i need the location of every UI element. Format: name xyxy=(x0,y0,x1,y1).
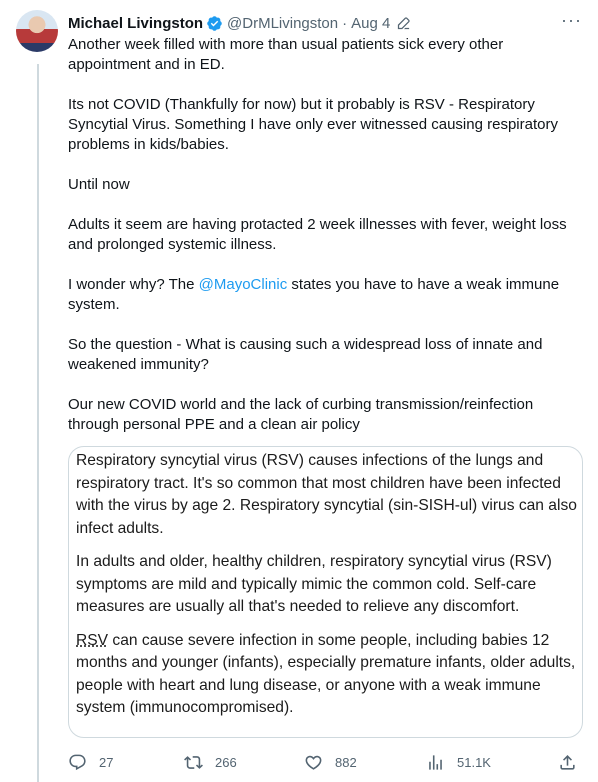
author-name[interactable]: Michael Livingston xyxy=(68,14,204,32)
thread-line xyxy=(37,64,39,782)
retweet-button[interactable] xyxy=(184,750,237,774)
mention-link[interactable]: @MayoClinic xyxy=(198,276,288,293)
retweet-count: 266 xyxy=(215,754,237,770)
views-count: 51.1K xyxy=(457,754,491,770)
rsv-abbreviation: RSV xyxy=(76,631,109,649)
tweet-paragraph: Adults it seem are having protacted 2 week illnesses with fever, weight loss and prolonged systemic illness. xyxy=(68,216,567,253)
tweet-paragraph: So the question - What is causing such a widespread loss of innate and weakened immunity? xyxy=(68,336,543,373)
share-button[interactable] xyxy=(558,750,577,774)
card-text xyxy=(76,450,581,731)
card-paragraph xyxy=(76,630,581,720)
tweet-paragraph-mention xyxy=(68,275,578,315)
card-paragraph: In adults and older, healthy children, respiratory syncytial virus (RSV) symptoms are mild and typically mimic the common cold. Self-care measures are usually all that's needed to relieve any discomfort. xyxy=(76,553,552,615)
verified-badge-icon[interactable] xyxy=(206,15,223,32)
like-button[interactable] xyxy=(304,750,357,774)
tweet-paragraph: Its not COVID (Thankfully for now) but it probably is RSV - Respiratory Syncytial Virus. Something I have only ever witnessed causing respiratory problems in kids/babies. xyxy=(68,96,558,153)
separator-dot: · xyxy=(342,14,348,32)
tweet-paragraph: Our new COVID world and the lack of curbing transmission/reinfection through personal PPE and a clean air policy xyxy=(68,396,534,433)
action-bar xyxy=(68,750,580,774)
card-paragraph: Respiratory syncytial virus (RSV) causes infections of the lungs and respiratory tract. It's so common that most children have been infected with the virus by age 2. Respiratory syncytial (sin-SISH-ul) virus can also infect adults. xyxy=(76,452,577,537)
author-handle[interactable]: @DrMLivingston xyxy=(227,14,339,32)
like-count: 882 xyxy=(335,754,357,770)
tweet-paragraph: Until now xyxy=(68,176,130,193)
tweet-header xyxy=(68,12,582,34)
like-icon xyxy=(304,753,323,772)
reply-count: 27 xyxy=(99,754,114,770)
mention-prefix: I wonder why? The xyxy=(68,276,199,293)
retweet-icon xyxy=(184,753,203,772)
avatar[interactable] xyxy=(16,10,58,52)
reply-button[interactable] xyxy=(68,750,113,774)
mention-suffix: states you have to have a weak immune system. xyxy=(68,276,560,313)
views-button[interactable] xyxy=(426,750,491,774)
more-icon[interactable]: ··· xyxy=(561,10,582,30)
attached-image-card[interactable] xyxy=(68,446,583,738)
edit-icon[interactable] xyxy=(396,16,411,31)
reply-icon xyxy=(68,753,87,772)
card-paragraph-rest: can cause severe infection in some people, including babies 12 months and younger (infants), especially premature infants, older adults, people with heart and lung disease, or anyone with a weak immune system (immunocompromised). xyxy=(76,631,576,716)
tweet-date[interactable]: Aug 4 xyxy=(351,14,391,32)
tweet-paragraph: Another week filled with more than usual patients sick every other appointment and in ED. xyxy=(68,36,504,73)
tweet-body xyxy=(68,35,578,435)
share-icon xyxy=(558,753,577,772)
views-icon xyxy=(426,753,445,772)
